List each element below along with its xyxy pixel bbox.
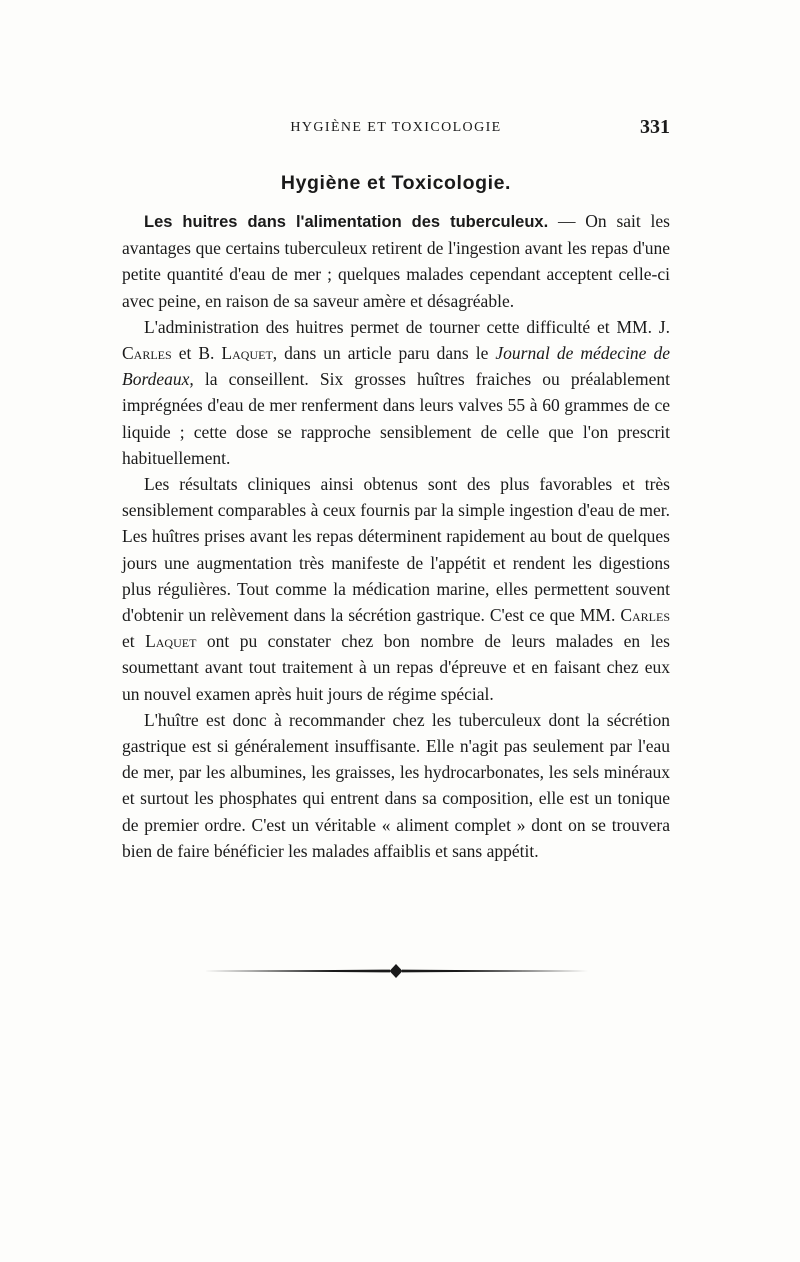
paragraph-2-text-a: L'administration des huitres permet de tourner cette difficulté et MM. J. [144, 316, 670, 337]
paragraph-3-text-a: Les résultats cliniques ainsi obtenus sont des plus favorables et très sensiblement comparables à ceux fournis par la simple ingestion d'eau de mer. Les huîtres prises avant les repas déterminent rapidement au bout de quelques jours une augmentation très manifeste de l'appétit et rendent les digestions plus régulières. Tout comme la médication marine, elles permettent souvent d'obtenir un relèvement dans la sécrétion gastrique. C'est ce que MM. [122, 474, 670, 626]
article-body [122, 208, 670, 864]
paragraph-3 [122, 471, 670, 707]
paragraph-2 [122, 314, 670, 471]
running-title: HYGIÈNE ET TOXICOLOGIE [290, 120, 502, 135]
diamond-rule-divider-icon [204, 964, 588, 978]
author-name: Laquet [145, 631, 197, 652]
paragraph-4-text: L'huître est donc à recommander chez les tuberculeux dont la sécrétion gastrique est si généralement insuffisante. Elle n'agit pas seulement par l'eau de mer, par les albumines, les graisses, les hydrocarbonates, les sels minéraux et surtout les phosphates qui entrent dans sa composition, elle est un tonique de premier ordre. C'est un véritable « aliment complet » dont on se trouvera bien de faire bénéficier les malades affaiblis et sans appétit. [122, 709, 670, 861]
section-title: Hygiène et Toxicologie. [280, 172, 512, 194]
author-name: Laquet [221, 343, 273, 364]
paragraph-1 [122, 208, 670, 314]
paragraph-1-text: — On sait les avantages que certains tuberculeux retirent de l'ingestion avant les repas d'une petite quantité d'eau de mer ; quelques malades cependant acceptent celle-ci avec peine, en raison de sa saveur amère et désagréable. [122, 211, 670, 311]
paragraph-3-text-c: ont pu constater chez bon nombre de leurs malades en les soumettant avant tout traitement à un repas d'épreuve et en faisant chez eux un nouvel examen après huit jours de régime spécial. [122, 631, 670, 704]
author-name: Carles [122, 343, 172, 364]
paragraph-2-text-b: et B. [171, 343, 222, 364]
paragraph-2-text-c: , dans un article paru dans le [272, 343, 496, 364]
journal-title: Journal de médecine de Bordeaux, [122, 343, 670, 390]
paragraph-2-text-d: la conseillent. Six grosses huîtres fraiches ou préalablement imprégnées d'eau de mer renferment dans leurs valves 55 à 60 grammes de ce liquide ; cette dose se rapproche sensiblement de celle que l'on prescrit habituellement. [122, 369, 670, 468]
page-number: 331 [640, 116, 670, 138]
author-name: Carles [620, 605, 670, 626]
running-head [122, 116, 670, 140]
article-lead-title: Les huitres dans l'alimentation des tuberculeux. [144, 213, 549, 231]
paragraph-3-text-b: et [122, 631, 146, 652]
paragraph-4 [122, 707, 670, 864]
